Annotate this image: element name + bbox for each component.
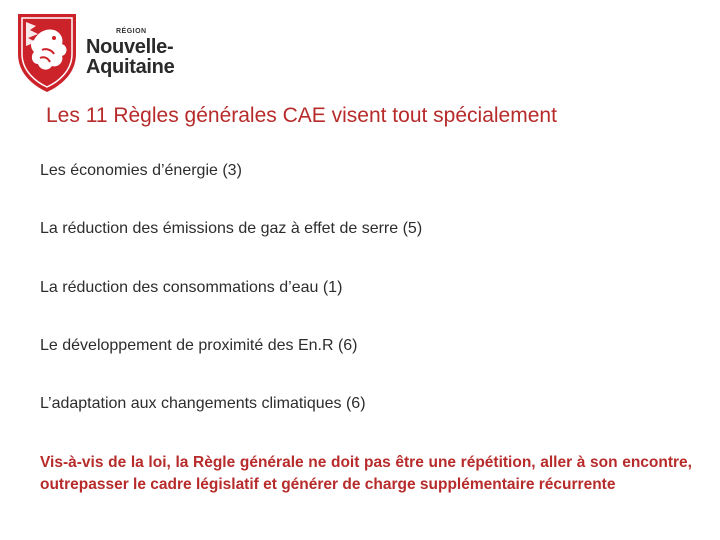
- rule-item-renewable-energy: Le développement de proximité des En.R (6): [40, 337, 358, 354]
- slide-title: Les 11 Règles générales CAE visent tout spécialement: [46, 104, 557, 127]
- lion-emblem-icon: [12, 10, 82, 94]
- logo-name-line1: Nouvelle-: [86, 35, 174, 58]
- logo-region-label: RÉGION: [116, 27, 147, 35]
- logo-name-line2: Aquitaine: [86, 55, 175, 78]
- rule-item-energy-savings: Les économies d’énergie (3): [40, 162, 242, 179]
- rule-item-water-consumption: La réduction des consommations d’eau (1): [40, 279, 343, 296]
- rule-item-greenhouse-gas: La réduction des émissions de gaz à effet de serre (5): [40, 220, 423, 237]
- rule-item-climate-adaptation: L’adaptation aux changements climatiques (6): [40, 395, 366, 412]
- logo-text: [86, 28, 174, 77]
- legal-note: Vis-à-vis de la loi, la Règle générale ne doit pas être une répétition, aller à son encontre, outrepasser le cadre législatif et générer de charge supplémentaire récurrente: [40, 454, 692, 493]
- region-logo: [12, 10, 190, 94]
